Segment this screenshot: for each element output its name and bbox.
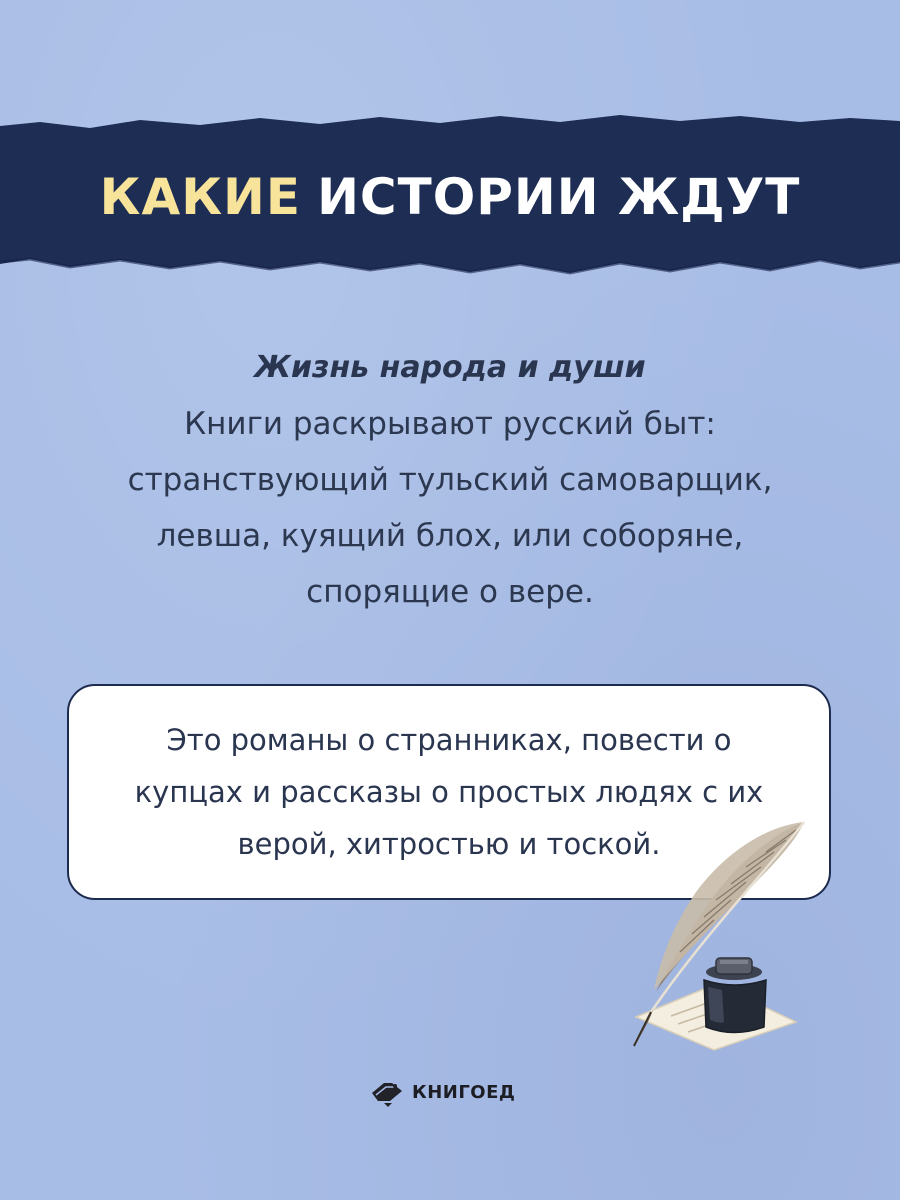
intro-line: левша, куящий блох, или соборяне,: [156, 518, 744, 554]
intro-line: странствующий тульский самоварщик,: [127, 462, 773, 498]
intro-heading: Жизнь народа и души: [254, 350, 646, 385]
intro-block: [40, 340, 860, 620]
brand-logo: [370, 1076, 515, 1108]
logo-text: КНИГОЕД: [412, 1081, 516, 1103]
title-rest: ИСТОРИИ ЖДУТ: [317, 168, 801, 226]
intro-line: Книги раскрывают русский быт:: [184, 406, 716, 442]
title-accent: КАКИЕ: [99, 168, 302, 226]
card-line: купцах и рассказы о простых людях с их: [134, 775, 764, 809]
page-title: [0, 112, 900, 282]
card-line: Это романы о странниках, повести о: [166, 723, 732, 757]
quill-and-inkwell-icon: [596, 812, 816, 1052]
card-line: верой, хитростью и тоской.: [237, 827, 661, 861]
intro-line: спорящие о вере.: [306, 574, 594, 610]
book-logo-icon: [370, 1077, 404, 1107]
